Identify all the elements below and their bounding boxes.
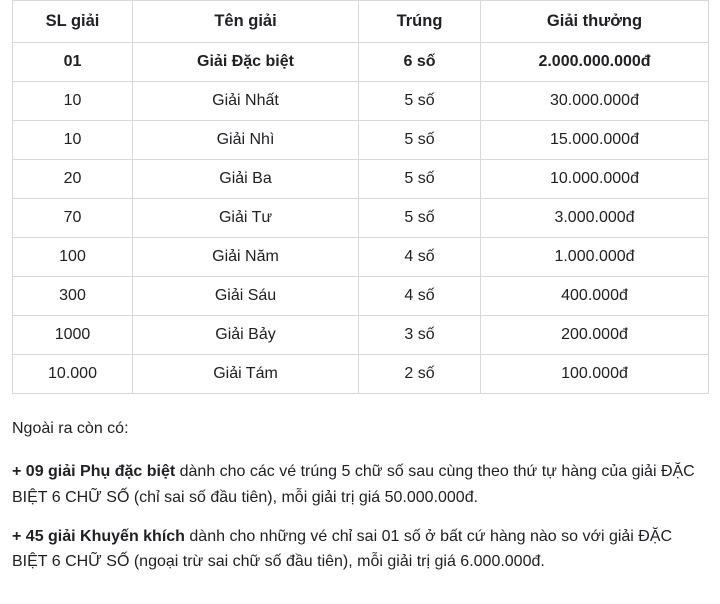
cell-giai-thuong: 1.000.000đ bbox=[481, 238, 709, 277]
note-special-sub-prize-label: + 09 giải Phụ đặc biệt bbox=[12, 463, 176, 481]
cell-trung: 4 số bbox=[359, 238, 481, 277]
note-special-sub-prize bbox=[12, 459, 708, 510]
cell-sl-giai: 100 bbox=[13, 238, 133, 277]
cell-giai-thuong: 400.000đ bbox=[481, 277, 709, 316]
cell-trung: 5 số bbox=[359, 82, 481, 121]
notes-intro: Ngoài ra còn có: bbox=[12, 420, 129, 437]
note-consolation-prize-text: dành cho những vé chỉ sai 01 số ở bất cứ hàng nào so với giải ĐẶC BIỆT 6 CHỮ SỐ (ngoại trừ sai chữ số đầu tiên), mỗi giải trị giá 6.000.000đ. bbox=[12, 527, 673, 571]
cell-ten-giai: Giải Tám bbox=[133, 355, 359, 394]
column-header-giai-thuong: Giải thưởng bbox=[481, 1, 709, 43]
table-row bbox=[13, 355, 709, 394]
column-header-sl-giai: SL giải bbox=[13, 1, 133, 43]
cell-ten-giai: Giải Nhất bbox=[133, 82, 359, 121]
cell-trung: 5 số bbox=[359, 121, 481, 160]
cell-sl-giai: 10 bbox=[13, 82, 133, 121]
cell-sl-giai: 300 bbox=[13, 277, 133, 316]
cell-ten-giai: Giải Bảy bbox=[133, 316, 359, 355]
cell-sl-giai: 10.000 bbox=[13, 355, 133, 394]
table-row bbox=[13, 316, 709, 355]
note-special-sub-prize-text: dành cho các vé trúng 5 chữ số sau cùng theo thứ tự hàng của giải ĐẶC BIỆT 6 CHỮ SỐ (chỉ sai số đầu tiên), mỗi giải trị giá 50.000.000đ. bbox=[12, 463, 695, 506]
cell-ten-giai: Giải Nhì bbox=[133, 121, 359, 160]
cell-sl-giai: 20 bbox=[13, 160, 133, 199]
cell-ten-giai: Giải Tư bbox=[133, 199, 359, 238]
cell-sl-giai: 1000 bbox=[13, 316, 133, 355]
table-row bbox=[13, 199, 709, 238]
column-header-ten-giai: Tên giải bbox=[133, 1, 359, 43]
cell-giai-thuong: 3.000.000đ bbox=[481, 199, 709, 238]
cell-giai-thuong: 15.000.000đ bbox=[481, 121, 709, 160]
cell-ten-giai: Giải Ba bbox=[133, 160, 359, 199]
prize-table bbox=[12, 0, 709, 394]
cell-trung: 5 số bbox=[359, 199, 481, 238]
notes-section bbox=[12, 416, 708, 574]
table-body bbox=[13, 43, 709, 394]
table-row bbox=[13, 121, 709, 160]
table-row bbox=[13, 160, 709, 199]
cell-ten-giai: Giải Sáu bbox=[133, 277, 359, 316]
cell-giai-thuong: 100.000đ bbox=[481, 355, 709, 394]
cell-ten-giai: Giải Năm bbox=[133, 238, 359, 277]
note-consolation-prize-label: + 45 giải Khuyến khích bbox=[12, 527, 185, 545]
table-header-row bbox=[13, 1, 709, 43]
cell-trung: 3 số bbox=[359, 316, 481, 355]
cell-giai-thuong: 10.000.000đ bbox=[481, 160, 709, 199]
cell-sl-giai: 70 bbox=[13, 199, 133, 238]
table-row bbox=[13, 43, 709, 82]
column-header-trung: Trúng bbox=[359, 1, 481, 43]
cell-trung: 4 số bbox=[359, 277, 481, 316]
cell-trung: 5 số bbox=[359, 160, 481, 199]
table-header bbox=[13, 1, 709, 43]
cell-trung: 6 số bbox=[359, 43, 481, 82]
cell-sl-giai: 10 bbox=[13, 121, 133, 160]
table-row bbox=[13, 238, 709, 277]
cell-giai-thuong: 200.000đ bbox=[481, 316, 709, 355]
note-consolation-prize bbox=[12, 524, 708, 575]
table-row bbox=[13, 82, 709, 121]
cell-giai-thuong: 30.000.000đ bbox=[481, 82, 709, 121]
cell-trung: 2 số bbox=[359, 355, 481, 394]
cell-ten-giai: Giải Đặc biệt bbox=[133, 43, 359, 82]
cell-giai-thuong: 2.000.000.000đ bbox=[481, 43, 709, 82]
table-row bbox=[13, 277, 709, 316]
cell-sl-giai: 01 bbox=[13, 43, 133, 82]
